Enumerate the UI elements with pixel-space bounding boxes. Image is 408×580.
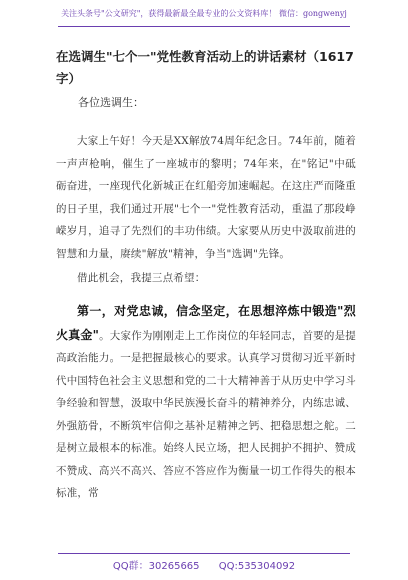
top-banner: 关注头条号"公文研究"，获得最新最全最专业的公文资料库！ 微信：gongwenyj xyxy=(61,9,347,18)
bottom-banner xyxy=(0,557,408,572)
salutation: 各位选调生： xyxy=(78,96,144,109)
paragraph-first-point xyxy=(56,300,356,505)
paragraph-opening: 大家上午好！今天是XX解放74周年纪念日。74年前，随着一声声枪响，催生了一座城市的黎明；74年来，在"铭记"中砥砺奋进，一座现代化新城正在红船旁加速崛起。在这庄严而隆重的日子里，我们通过开展"七个一"党性教育活动，重温了那段峥嵘岁月，追寻了先烈们的丰功伟绩。大家要从历史中汲取前进的智慧和力量，赓续"解放"精神，争当"选调"先锋。 xyxy=(56,135,356,260)
qq-group-text: QQ群：30265665 xyxy=(112,561,200,572)
paragraph-transition: 借此机会，我提三点希望： xyxy=(77,272,206,284)
bottom-divider xyxy=(58,553,350,554)
point-body: 。大家作为刚刚走上工作岗位的年轻同志，首要的是提高政治能力。一是把握最核心的要求。认真学习贯彻习近平新时代中国特色社会主义思想和党的二十大精神善于从历史中学习斗争经验和智慧，汲取中华民族漫长奋斗的精神养分，内练忠诚、外强筋骨，不断筑牢信仰之基补足精神之钙、把稳思想之舵。二是树立最根本的标准。始终人民立场，把人民拥护不拥护、赞成不赞成、高兴不高兴、答应不答应作为衡量一切工作得失的根本标准，常 xyxy=(56,329,356,499)
document-title: 在选调生"七个一"党性教育活动上的讲话素材（1617字） xyxy=(56,49,354,86)
qq-text: QQ:535304092 xyxy=(218,561,296,572)
point-heading: 第一，对党忠诚，信念坚定，在思想淬炼中锻造"烈火真金" xyxy=(56,304,356,342)
top-divider xyxy=(58,26,350,27)
